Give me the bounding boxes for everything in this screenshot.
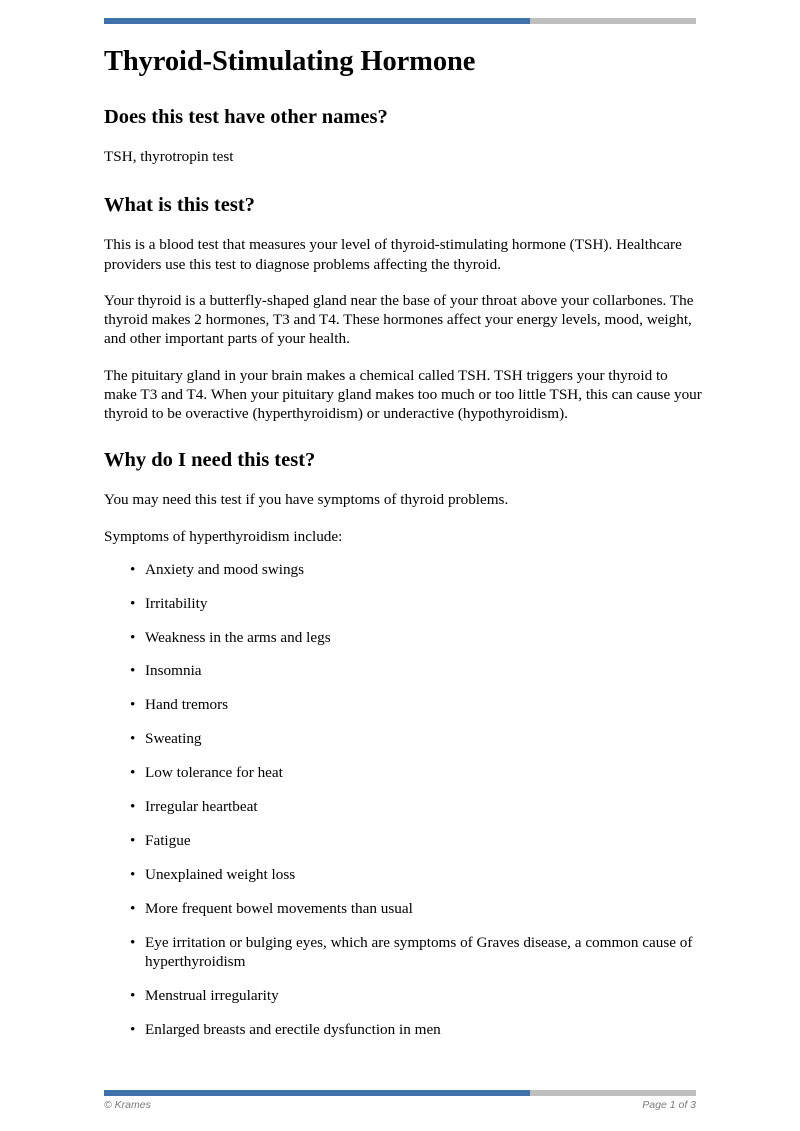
paragraph-other-names: TSH, thyrotropin test (104, 148, 234, 166)
list-item-label: Unexplained weight loss (145, 865, 296, 883)
list-item (104, 560, 704, 579)
footer-copyright: © Krames (104, 1099, 151, 1111)
list-item (104, 661, 704, 680)
list-item (104, 1020, 704, 1039)
list-item (104, 695, 704, 714)
bullet-icon: • (130, 865, 136, 883)
bullet-icon: • (130, 560, 136, 578)
list-item-label: Sweating (145, 730, 202, 748)
page-title: Thyroid-Stimulating Hormone (104, 46, 476, 77)
bullet-icon: • (130, 798, 136, 816)
paragraph-hyperthyroidism-intro: Symptoms of hyperthyroidism include: (104, 527, 343, 545)
hyperthyroidism-symptom-list (104, 560, 704, 1039)
section-heading-other-names: Does this test have other names? (104, 105, 388, 128)
bullet-icon: • (130, 1020, 136, 1038)
paragraph-thyroid-gland: Your thyroid is a butterfly-shaped gland near the base of your throat above your collarbones. The thyroid makes 2 hormones, T3 and T4. These hormones affect your energy levels, mood, weight, and other important parts of your health. (104, 291, 694, 348)
bullet-icon: • (130, 899, 136, 917)
footer-accent-rule (104, 1090, 696, 1096)
list-item-label: Low tolerance for heat (145, 764, 283, 782)
header-accent-rule-blue-segment (104, 18, 530, 24)
section-heading-what-is-this-test: What is this test? (104, 193, 255, 216)
footer-accent-rule-gray-segment (530, 1090, 696, 1096)
list-item-label: Weakness in the arms and legs (145, 628, 331, 646)
list-item-label: Fatigue (145, 831, 191, 849)
list-item-label: Anxiety and mood swings (145, 560, 305, 578)
list-item (104, 899, 704, 918)
list-item (104, 986, 704, 1005)
bullet-icon: • (130, 628, 136, 646)
bullet-icon: • (130, 696, 136, 714)
bullet-icon: • (130, 594, 136, 612)
paragraph-pituitary-gland: The pituitary gland in your brain makes a chemical called TSH. TSH triggers your thyroid to make T3 and T4. When your pituitary gland makes too much or too little TSH, this can cause your thyroid to be overactive (hyperthyroidism) or underactive (hypothyroidism). (104, 366, 702, 423)
list-item (104, 594, 704, 613)
bullet-icon: • (130, 831, 136, 849)
list-item-label: Menstrual irregularity (145, 986, 279, 1004)
header-accent-rule (104, 18, 696, 24)
header-accent-rule-gray-segment (530, 18, 696, 24)
list-item (104, 628, 704, 647)
footer-page-number: Page 1 of 3 (642, 1099, 696, 1111)
list-item-label: More frequent bowel movements than usual (145, 899, 413, 917)
paragraph-symptoms-intro: You may need this test if you have symptoms of thyroid problems. (104, 491, 509, 509)
list-item-label: Enlarged breasts and erectile dysfunction in men (145, 1020, 441, 1038)
list-item-label: Irregular heartbeat (145, 798, 258, 816)
list-item-label: Insomnia (145, 662, 202, 680)
list-item-label: Irritability (145, 594, 208, 612)
bullet-icon: • (130, 730, 136, 748)
list-item (104, 933, 704, 972)
list-item (104, 797, 704, 816)
list-item-label: Eye irritation or bulging eyes, which are symptoms of Graves disease, a common cause of hyperthyroidism (145, 933, 693, 970)
list-item-label: Hand tremors (145, 696, 229, 714)
list-item (104, 831, 704, 850)
list-item (104, 865, 704, 884)
section-heading-why-need-test: Why do I need this test? (104, 448, 316, 471)
bullet-icon: • (130, 764, 136, 782)
list-item (104, 763, 704, 782)
bullet-icon: • (130, 662, 136, 680)
footer-accent-rule-blue-segment (104, 1090, 530, 1096)
document-content (104, 46, 704, 1054)
list-item (104, 729, 704, 748)
paragraph-blood-test-definition: This is a blood test that measures your level of thyroid-stimulating hormone (TSH). Healthcare providers use this test to diagnose problems affecting the thyroid. (104, 236, 682, 273)
bullet-icon: • (130, 933, 136, 951)
bullet-icon: • (130, 986, 136, 1004)
page-footer (104, 1099, 696, 1111)
